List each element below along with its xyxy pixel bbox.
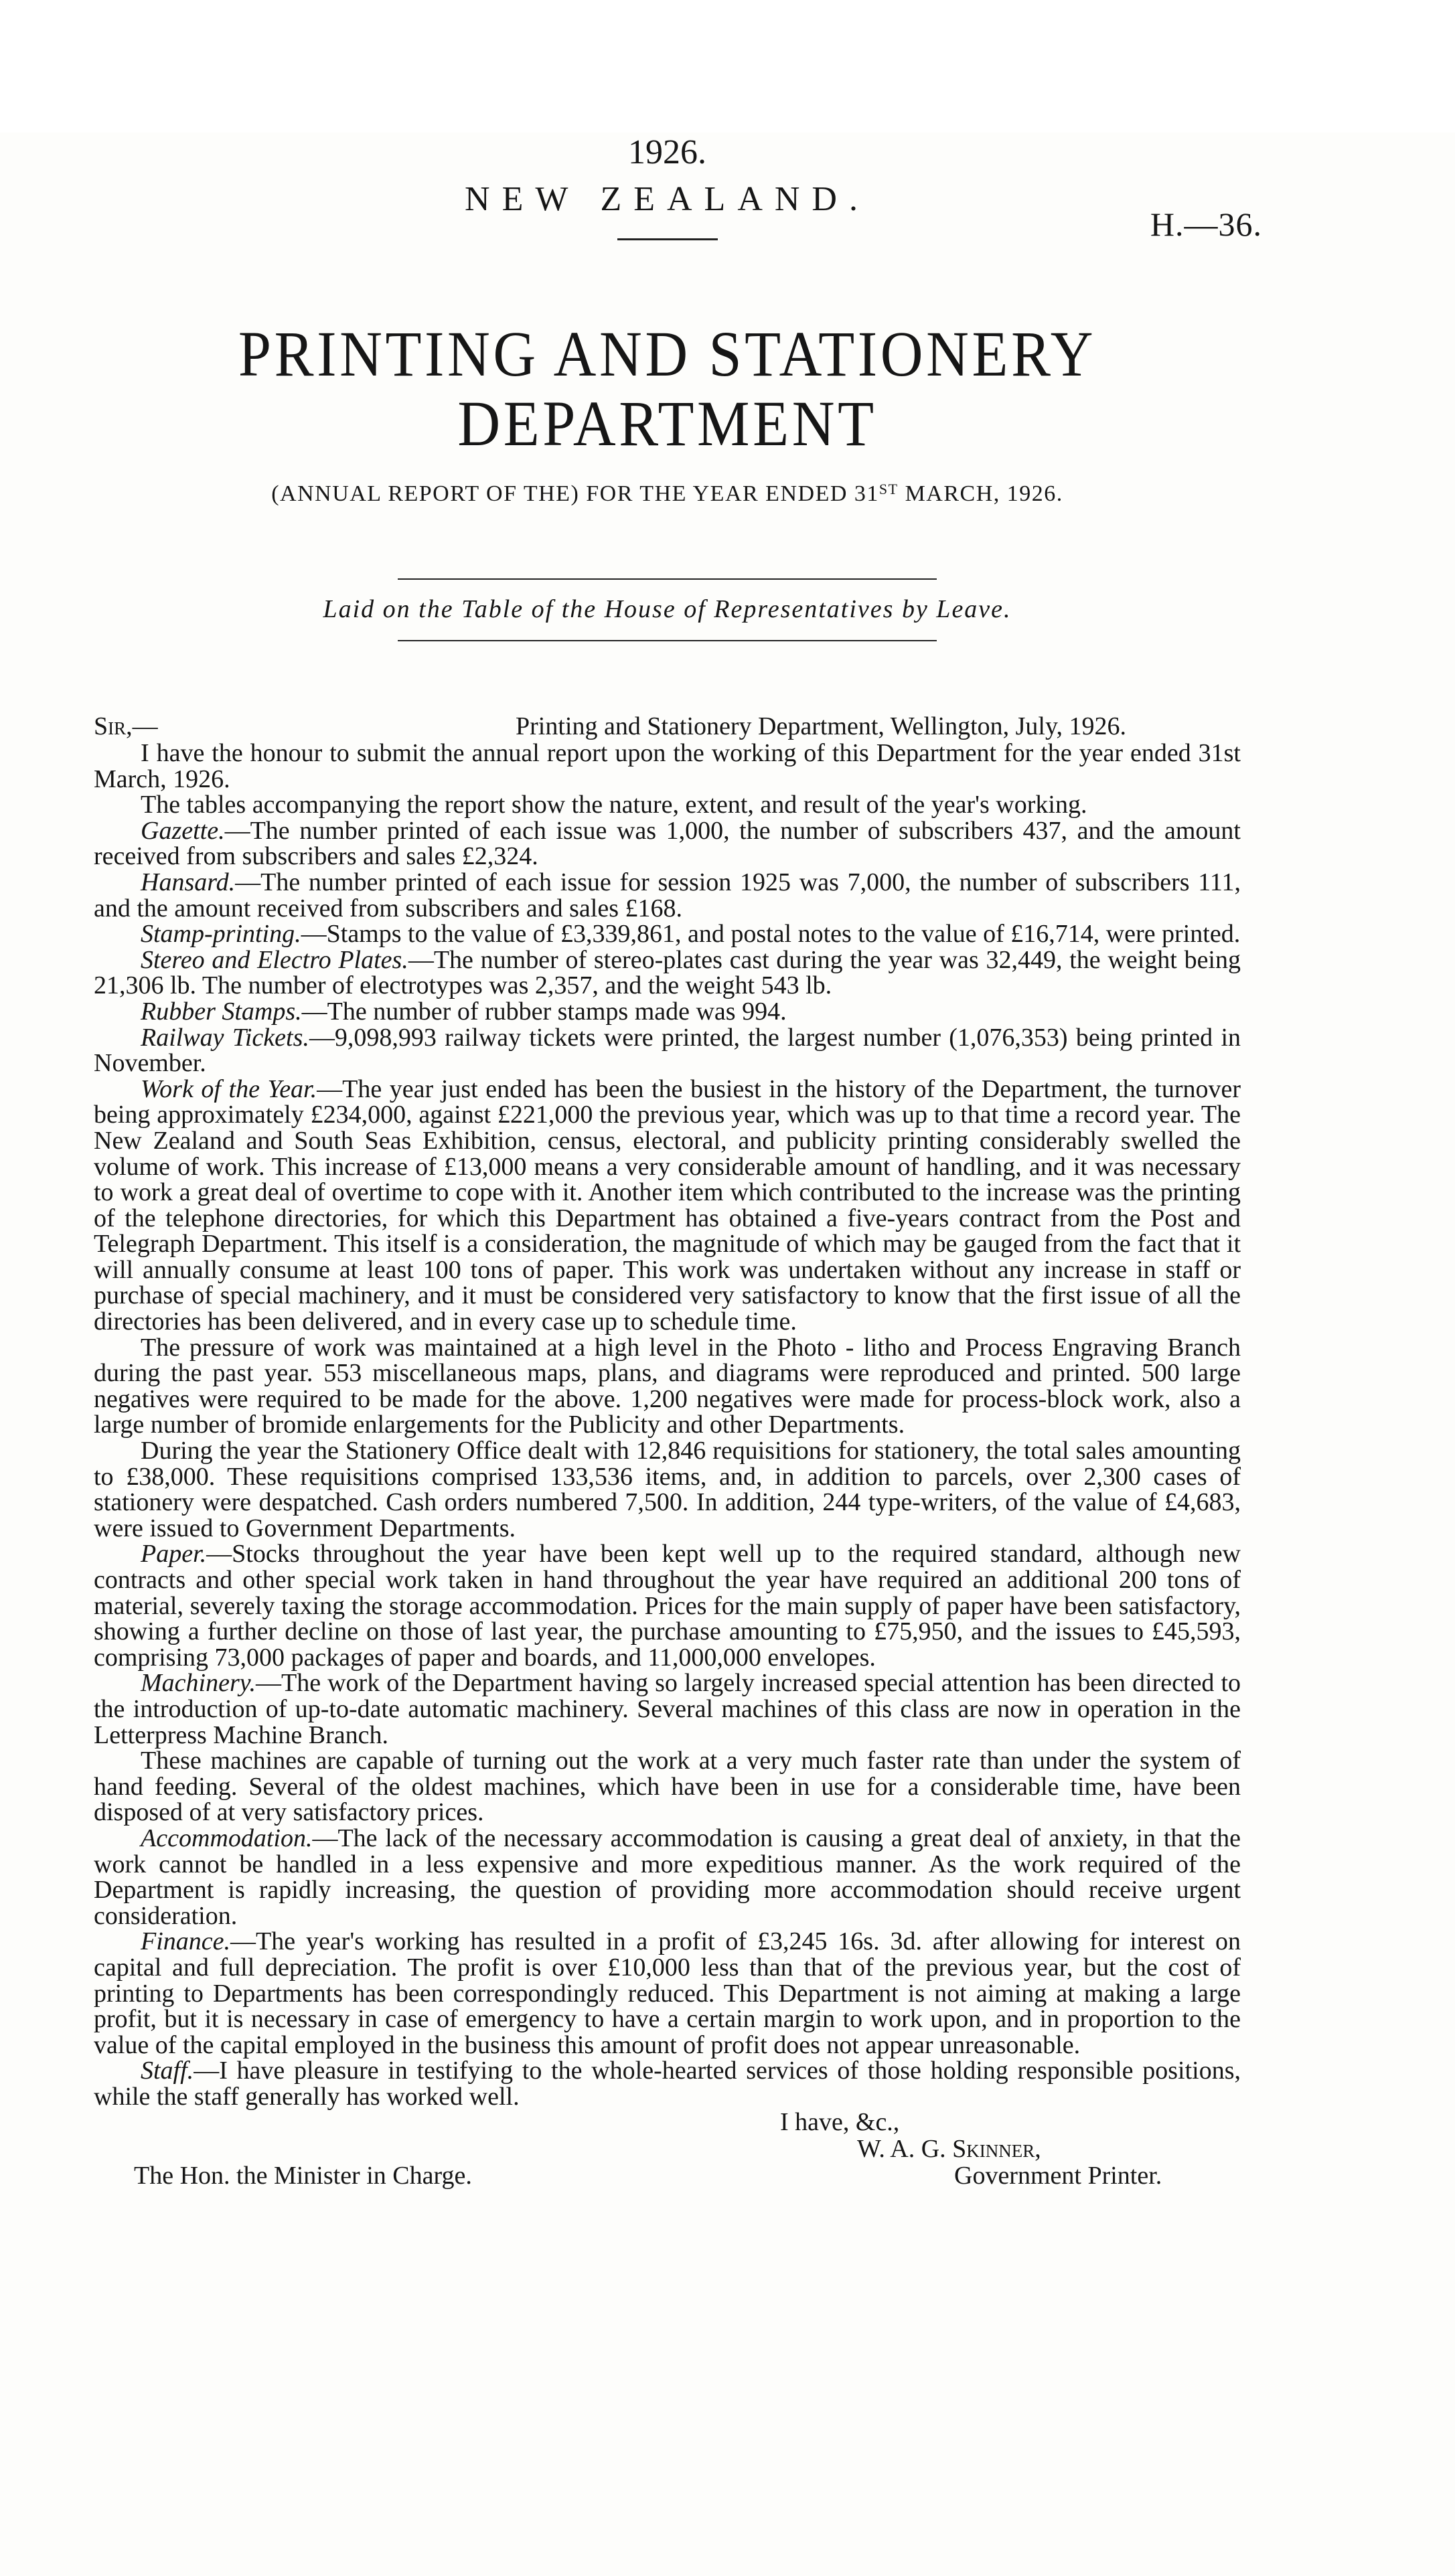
paragraph-heading: Rubber Stamps. — [141, 997, 302, 1026]
paragraph-text: —Stamps to the value of £3,339,861, and postal notes to the value of £16,714, were printed. — [301, 920, 1241, 949]
body-paragraph — [94, 818, 1241, 870]
paragraph-text: —Stocks throughout the year have been kept well up to the required standard, although new contracts and other special work taken in hand throughout the year have required an additional 200 tons of material, severely taxing the storage accommodation. Prices for the main supply of paper have been satisfactory, showing a further decline on those of last year, the purchase amounting to £75,950, and the issues to £45,593, comprising 73,000 packages of paper and boards, and 11,000,000 envelopes. — [94, 1540, 1241, 1672]
body-paragraph — [94, 792, 1241, 818]
paragraph-heading: Gazette. — [141, 816, 225, 845]
body-paragraph — [94, 1025, 1241, 1076]
paragraph-text: —The lack of the necessary accommodation is causing a great deal of anxiety, in that the work cannot be handled in a less expensive and more expeditious manner. As the work required of the Department is rapidly increasing, the question of providing more accommodation should receive urgent consideration. — [94, 1824, 1241, 1930]
paragraph-heading: Work of the Year. — [141, 1074, 317, 1103]
paragraph-text: —The number printed of each issue was 1,000, the number of subscribers 437, and the amount received from subscribers and sales £2,324. — [94, 816, 1241, 871]
paragraph-heading: Hansard. — [141, 868, 236, 896]
paragraph-text: The pressure of work was maintained at a high level in the Photo - litho and Process Engraving Branch during the past year. 553 miscellaneous maps, plans, and diagrams were reproduced and printed. 500 large negatives were required to be made for the above. 1,200 negatives were made for process-block work, also a large number of bromide enlargements for the Publicity and other Departments. — [94, 1333, 1241, 1439]
paragraph-text: —The work of the Department having so largely increased special attention has been directed to the introduction of up-to-date automatic machinery. Several machines of this class are now in operation in the Letterpress Machine Branch. — [94, 1669, 1241, 1749]
subtitle-main: (ANNUAL REPORT OF THE) FOR THE YEAR ENDED 31 — [271, 481, 879, 506]
report-title: PRINTING AND STATIONERY DEPARTMENT — [238, 318, 1097, 459]
paragraph-text: —The number of stereo-plates cast during the year was 32,449, the weight being 21,306 lb. The number of electrotypes was 2,357, and the weight 543 lb. — [94, 945, 1241, 1000]
report-subtitle — [94, 476, 1241, 507]
letter-body — [94, 740, 1241, 2109]
body-paragraph — [94, 921, 1241, 947]
report-year: 1926. — [628, 133, 706, 171]
addressee: The Hon. the Minister in Charge. — [134, 2162, 472, 2190]
paragraph-heading: Railway Tickets. — [141, 1023, 309, 1052]
body-paragraph — [94, 870, 1241, 921]
paragraph-text: —9,098,993 railway tickets were printed, the largest number (1,076,353) being printed in November. — [94, 1023, 1241, 1078]
salutation: Sir,— — [94, 712, 158, 740]
document-page — [0, 133, 1455, 2576]
paragraph-text: —I have pleasure in testifying to the whole-hearted services of those holding responsible positions, while the staff generally has worked well. — [94, 2057, 1241, 2111]
paragraph-text: I have the honour to submit the annual report upon the working of this Department for the year ended 31st March, 1926. — [94, 739, 1241, 793]
paragraph-text: These machines are capable of turning out the work at a very much faster rate than under the system of hand feeding. Several of the oldest machines, which have been in use for a considerable time, have been disposed of at very satisfactory prices. — [94, 1747, 1241, 1827]
paragraph-text: The tables accompanying the report show the nature, extent, and result of the year's working. — [141, 791, 1087, 819]
letter-closing — [94, 2109, 1241, 2243]
paragraph-heading: Stamp-printing. — [141, 920, 301, 949]
body-paragraph — [94, 1076, 1241, 1335]
body-paragraph — [94, 1438, 1241, 1541]
document-reference: H.—36. — [1150, 206, 1262, 243]
paragraph-heading: Finance. — [141, 1927, 231, 1956]
paragraph-text: —The year's working has resulted in a profit of £3,245 16s. 3d. after allowing for interest on capital and full depreciation. The profit is over £10,000 less than that of the previous year, but the cost of printing to Departments has been correspondingly reduced. This Department is not aiming at making a large profit, but it is necessary in case of emergency to have a certain margin to work upon, and in proportion to the value of the capital employed in the business this amount of profit does not appear unreasonable. — [94, 1927, 1241, 2059]
body-paragraph — [94, 2058, 1241, 2109]
body-paragraph — [94, 1541, 1241, 1670]
body-paragraph — [94, 1826, 1241, 1929]
paragraph-text: —The year just ended has been the busiest in the history of the Department, the turnover being approximately £234,000, against £221,000 the previous year, which was up to that time a record year. The New Zealand and South Seas Exhibition, census, electoral, and publicity printing considerably swelled the volume of work. This increase of £13,000 means a very considerable amount of handling, and it was necessary to work a great deal of overtime to cope with it. Another item which contributed to the increase was the printing of the telephone directories, for which this Department has obtained a five-years contract from the Post and Telegraph Department. This itself is a consideration, the magnitude of which may be gauged from the fact that it will annually consume at least 100 tons of paper. This work was undertaken without any increase in staff or purchase of special machinery, and it must be considered very satisfactory to know that the first issue of all the directories has been delivered, and in every case up to schedule time. — [94, 1074, 1241, 1336]
body-paragraph — [94, 1335, 1241, 1438]
paragraph-text: During the year the Stationery Office dealt with 12,846 requisitions for stationery, the total sales amounting to £38,000. These requisitions comprised 133,536 items, and, in addition to parcels, over 2,300 cases of stationery were despatched. Cash orders numbered 7,500. In addition, 244 type-writers, of the value of £4,683, were issued to Government Departments. — [94, 1437, 1241, 1542]
subtitle-ordinal: ST — [878, 481, 899, 497]
country-heading: NEW ZEALAND. — [465, 180, 870, 218]
paragraph-heading: Machinery. — [141, 1669, 256, 1698]
subtitle-end: MARCH, 1926. — [898, 481, 1063, 506]
body-paragraph — [94, 999, 1241, 1025]
body-paragraph — [94, 1748, 1241, 1826]
signatory-name: W. A. G. Skinner, — [857, 2135, 1041, 2164]
paragraph-heading: Paper. — [141, 1540, 207, 1568]
letter-heading — [94, 714, 1241, 740]
paragraph-heading: Staff. — [141, 2057, 194, 2085]
paragraph-text: —The number of rubber stamps made was 994. — [301, 997, 787, 1026]
laid-bottom-rule — [398, 640, 937, 641]
laid-on-table-note: Laid on the Table of the House of Representatives by Leave. — [323, 595, 1012, 623]
paragraph-text: —The number printed of each issue for session 1925 was 7,000, the number of subscribers 111, and the amount received from subscribers and sales £168. — [94, 868, 1241, 922]
laid-top-rule — [398, 578, 937, 580]
signatory-title: Government Printer. — [954, 2162, 1162, 2190]
paragraph-heading: Stereo and Electro Plates. — [141, 945, 408, 974]
body-paragraph — [94, 947, 1241, 999]
paragraph-heading: Accommodation. — [141, 1824, 313, 1852]
body-paragraph — [94, 1929, 1241, 2058]
body-paragraph — [94, 740, 1241, 792]
short-divider — [617, 238, 718, 240]
body-paragraph — [94, 1670, 1241, 1748]
place-and-date: Printing and Stationery Department, Wellington, July, 1926. — [516, 712, 1126, 740]
closing-phrase: I have, &c., — [780, 2108, 900, 2137]
